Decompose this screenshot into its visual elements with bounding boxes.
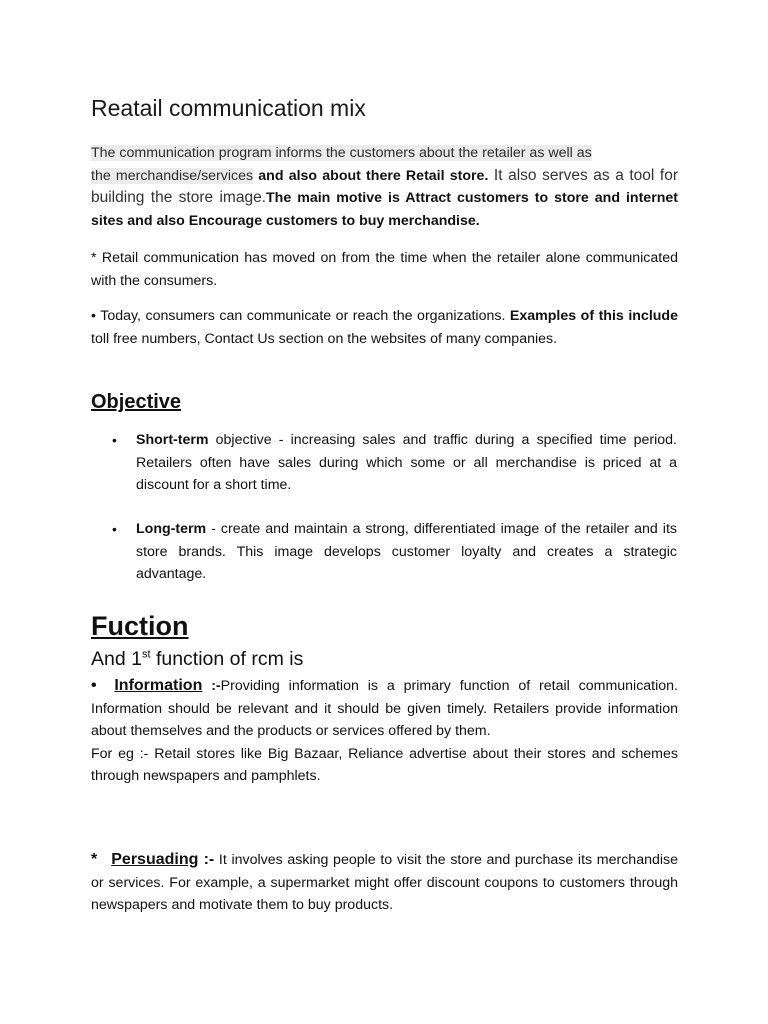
superscript: st (141, 648, 151, 661)
star-marker: * (91, 851, 98, 868)
paragraph-communication-moved: * Retail communication has moved on from the time when the retailer alone communicated with the consumers. (91, 250, 678, 289)
bullet-icon: • (112, 521, 117, 537)
fuction-heading: Fuction (91, 611, 189, 641)
item-text: - create and maintain a strong, differentiated image of the retailer and its store brands. This image develops customer loyalty and creates a strategic advantage. (136, 521, 677, 582)
item-text: objective - increasing sales and traffic during a specified time period. Retailers often have sales during which some or all merchandise is priced at a discount for a short time. (136, 432, 677, 493)
highlighted-text-2: the merchandise/services (91, 167, 254, 184)
intro-paragraph (91, 142, 678, 232)
paragraph-text: • Today, consumers can communicate or reach the organizations. (91, 308, 510, 324)
separator: :- (198, 851, 215, 868)
highlighted-text: The communication program informs the customers about the retailer as well as (91, 145, 592, 161)
information-paragraph (91, 675, 678, 788)
persuading-paragraph (91, 849, 678, 917)
bullet-icon: • (91, 677, 97, 694)
bold-motive-text: The main motive is Attract customers to store and internet sites and also Encourage customers to buy merchandise. (91, 190, 678, 229)
term-label: Long-term (136, 521, 207, 537)
page-title: Reatail communication mix (91, 95, 366, 121)
bold-examples-text: Examples of this include (509, 308, 678, 324)
subheading-text: And 1 (91, 648, 142, 670)
persuading-text: It involves asking people to visit the store and purchase its merchandise or services. For example, a supermarket might offer discount coupons to customers through newspapers and motivate them to buy products. (91, 852, 678, 913)
bold-text: and also about there Retail store. (253, 167, 489, 184)
objective-list-2 (0, 518, 677, 586)
information-label: Information (114, 677, 203, 694)
paragraph-text-2: toll free numbers, Contact Us section on the websites of many companies. (91, 330, 558, 347)
term-label: Short-term (136, 432, 209, 448)
list-item-long-term (112, 518, 677, 586)
objective-list (0, 429, 677, 497)
paragraph-consumers-communicate (91, 305, 678, 350)
information-text: Providing information is a primary function of retail communication. Information should be relevant and it should be given timely. Retailers provide information about themselves and the products or services offered by them. (91, 678, 678, 739)
light-text: It also serves as a tool for building the store image. (91, 166, 678, 206)
function-subheading (91, 646, 303, 672)
bullet-icon: • (112, 432, 117, 448)
list-item-short-term (112, 429, 677, 497)
objective-heading: Objective (91, 391, 182, 413)
persuading-label: Persuading (111, 851, 199, 868)
separator: :- (202, 678, 221, 694)
subheading-text-2: function of rcm is (150, 648, 304, 670)
information-example: For eg :- Retail stores like Big Bazaar, Reliance advertise about their stores and schemes through newspapers and pamphlets. (91, 745, 678, 784)
